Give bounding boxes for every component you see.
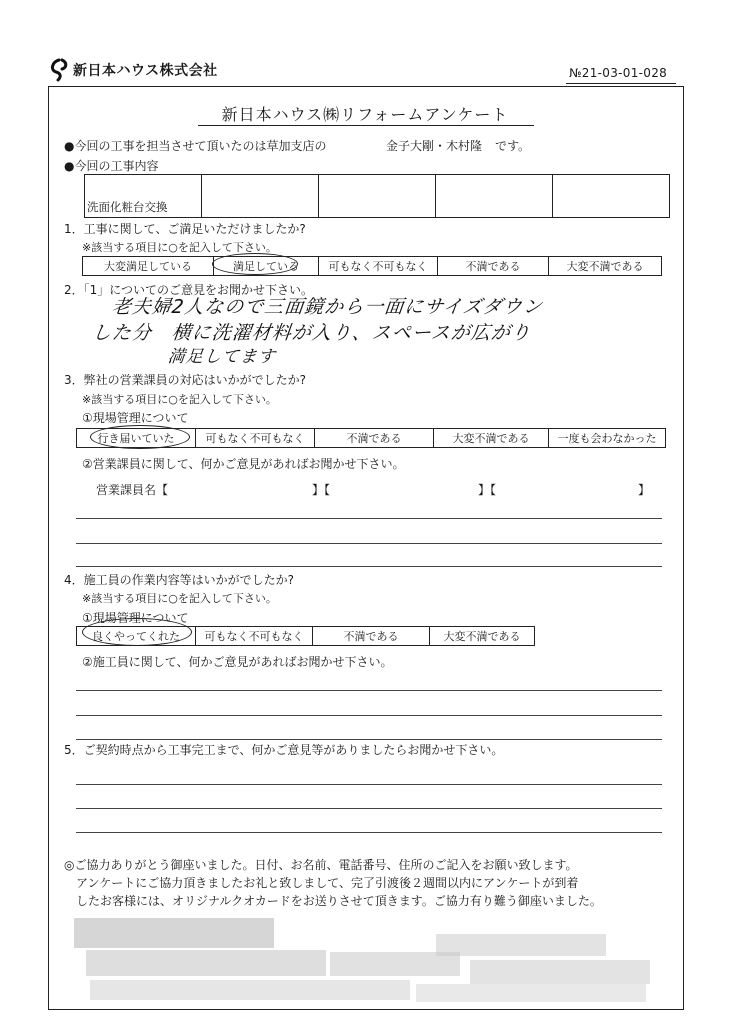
q4-option[interactable]: 不満である — [313, 627, 430, 646]
q2-question: 2．「1」についてのご意見をお聞かせ下さい。 — [64, 283, 314, 297]
q3-question: 3．弊社の営業課員の対応はいかがでしたか? — [64, 373, 307, 387]
q4-sub1: ①現場管理について — [82, 611, 189, 625]
q4-sub2: ②施工員に関して、何かご意見があればお聞かせ下さい。 — [82, 655, 393, 669]
answer-line — [76, 715, 662, 716]
q4-note: ※該当する項目に○を記入して下さい。 — [82, 592, 277, 605]
q4-selection-circle — [82, 618, 192, 646]
q3-sub2: ②営業課員に関して、何かご意見があればお聞かせ下さい。 — [82, 457, 405, 471]
work-item — [202, 175, 319, 218]
q4-option[interactable]: 可もなく不可もなく — [196, 627, 313, 646]
work-item: 洗面化粧台交換 — [85, 175, 202, 218]
company-logo-icon — [48, 58, 70, 82]
q3-option[interactable]: 不満である — [315, 429, 434, 448]
q4-option-selected[interactable]: 良くやってくれた — [77, 627, 196, 646]
q3-option[interactable]: 一度も会わなかった — [549, 429, 666, 448]
work-item — [553, 175, 670, 218]
q3-note: ※該当する項目に○を記入して下さい。 — [82, 393, 277, 406]
sales-staff-bracket: 】【 — [478, 483, 497, 497]
answer-line — [76, 832, 662, 833]
q3-option-selected[interactable]: 行き届いていた — [77, 429, 196, 448]
form-title-underline — [198, 125, 534, 126]
form-title: 新日本ハウス㈱リフォームアンケート — [221, 105, 509, 124]
q1-selection-circle — [212, 253, 298, 275]
work-item — [319, 175, 436, 218]
footer-line: ◎ご協力ありがとう御座いました。日付、お名前、電話番号、住所のご記入をお願い致します。 — [64, 858, 578, 872]
answer-line — [76, 566, 662, 567]
q1-options — [82, 256, 662, 276]
q1-note: ※該当する項目に○を記入して下さい。 — [82, 241, 277, 254]
q2-handwritten-answer-line: した分 横に洗濯材料が入り、スペースが広がり — [90, 322, 533, 344]
answer-line — [76, 690, 662, 691]
q1-option[interactable]: 大変不満である — [549, 257, 662, 276]
document-number: №21-03-01-028 — [569, 66, 668, 80]
company-name: 新日本ハウス株式会社 — [73, 63, 218, 79]
q3-option[interactable]: 大変不満である — [434, 429, 549, 448]
sales-staff-bracket: 】【 — [312, 483, 331, 497]
q2-handwritten-answer-line: 満足してます — [166, 347, 277, 367]
sales-staff-bracket-end: 】 — [638, 483, 651, 497]
q1-option[interactable]: 可もなく不可もなく — [319, 257, 438, 276]
work-content-table — [84, 174, 670, 218]
q1-option-selected[interactable]: 満足している — [214, 257, 319, 276]
footer-line: アンケートにご協力頂きましたお礼と致しまして、完了引渡後２週間以内にアンケートが到着 — [76, 876, 579, 890]
sales-staff-label: 営業課員名【 — [96, 483, 169, 497]
branch-line: ●今回の工事を担当させて頂いたのは草加支店の — [64, 139, 327, 153]
q1-question: 1．工事に関して、ご満足いただけましたか? — [64, 222, 306, 236]
answer-line — [76, 739, 662, 740]
q5-question: 5．ご契約時点から工事完工まで、何かご意見等がありましたらお聞かせ下さい。 — [64, 743, 504, 757]
q3-selection-circle — [90, 425, 190, 449]
q1-option[interactable]: 大変満足している — [83, 257, 214, 276]
answer-line — [76, 808, 662, 809]
answer-line — [76, 518, 662, 519]
q3-sub1: ①現場管理について — [82, 411, 189, 425]
answer-line — [76, 543, 662, 544]
q4-question: 4．施工員の作業内容等はいかがでしたか? — [64, 573, 295, 587]
branch-suffix: です。 — [495, 139, 531, 153]
document-number-underline — [566, 83, 676, 84]
q1-option[interactable]: 不満である — [438, 257, 549, 276]
q4-option[interactable]: 大変不満である — [430, 627, 535, 646]
q3-option[interactable]: 可もなく不可もなく — [196, 429, 315, 448]
footer-line: したお客様には、オリジナルクオカードをお送りさせて頂きます。ご協力有り難う御座いました。 — [76, 894, 602, 908]
work-item — [436, 175, 553, 218]
staff-names: 金子大剛・木村隆 — [386, 139, 483, 153]
work-heading: ●今回の工事内容 — [64, 159, 159, 173]
q2-handwritten-answer-line: 老夫婦2人なので三面鏡から一面にサイズダウン — [110, 296, 544, 318]
answer-line — [76, 784, 662, 785]
